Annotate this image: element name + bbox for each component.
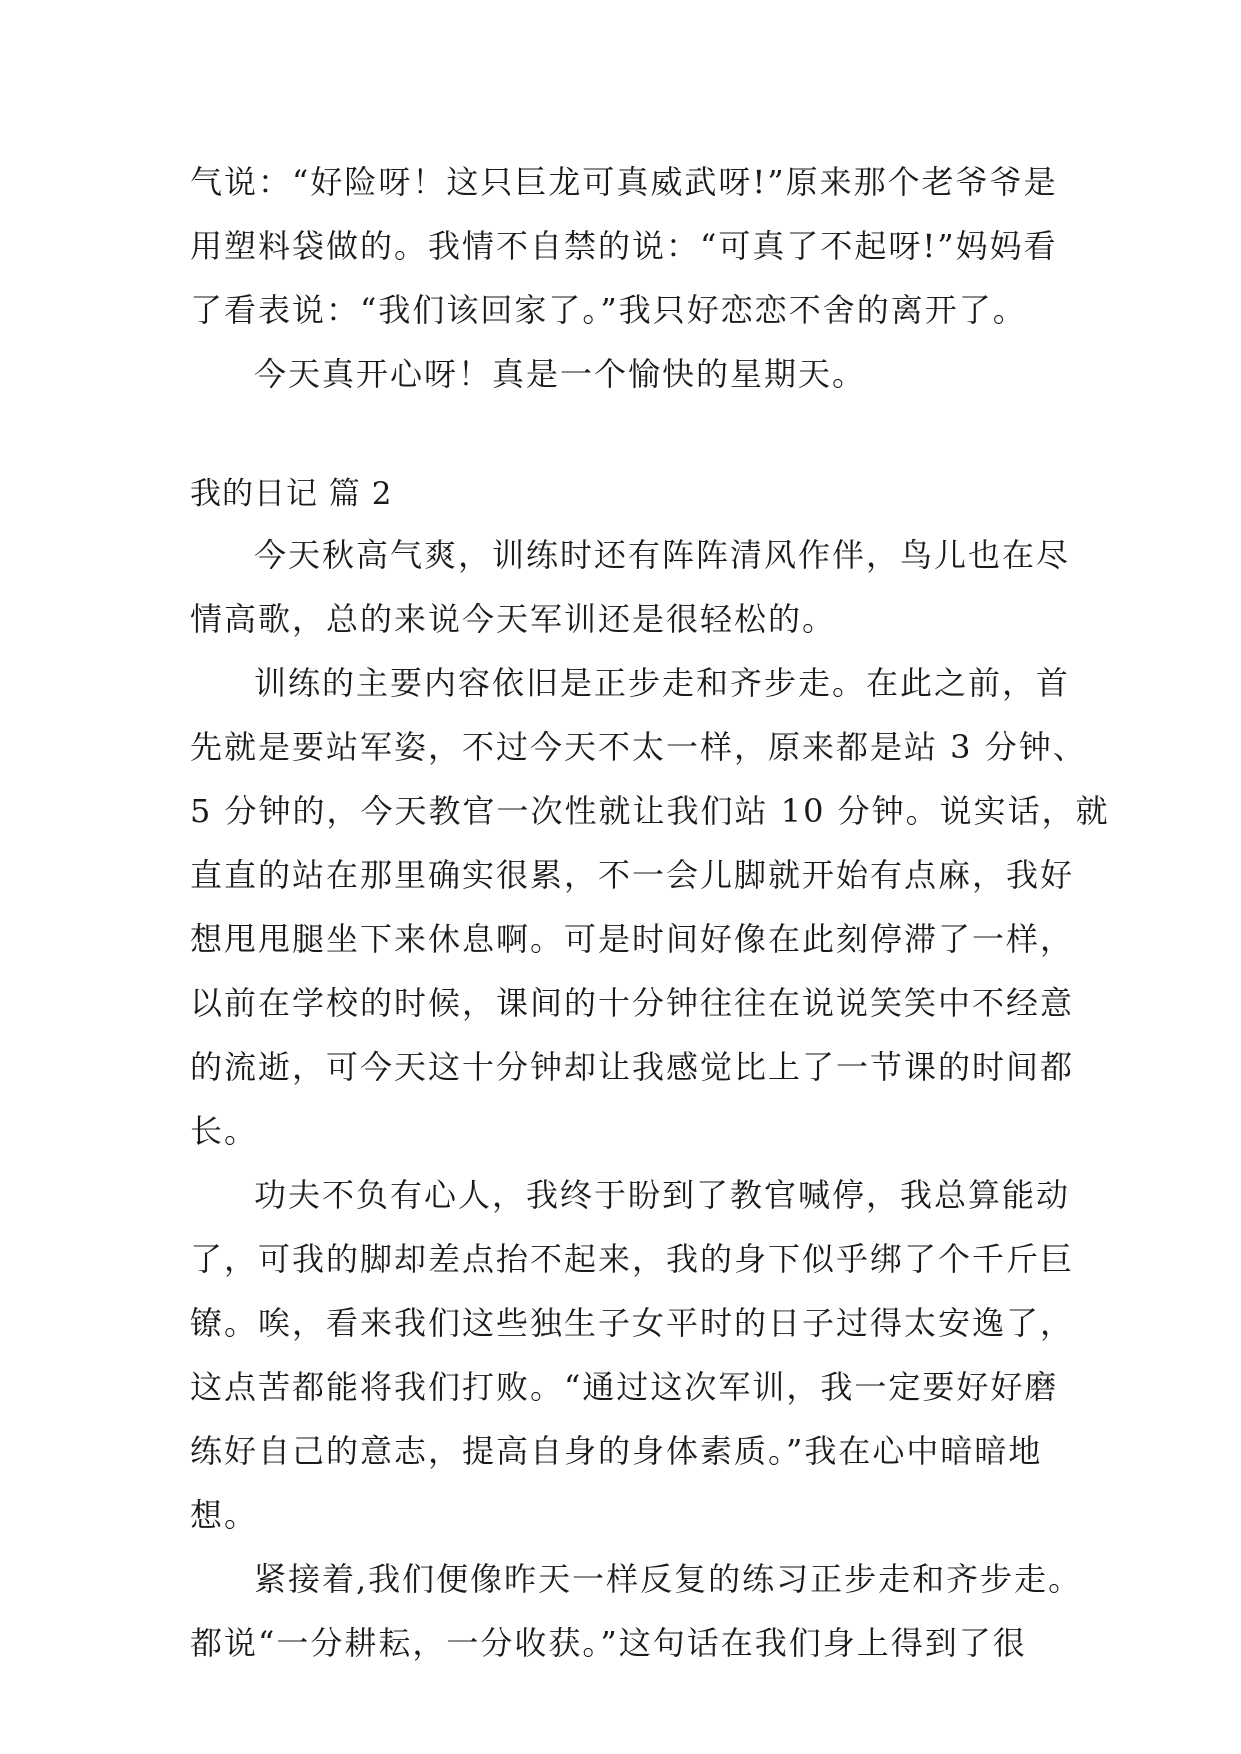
text-line: 长。 xyxy=(190,1112,259,1150)
section-title: 我的日记 篇 2 xyxy=(190,476,393,512)
text-line: 想。 xyxy=(190,1496,259,1534)
text-line: 的流逝，可今天这十分钟却让我感觉比上了一节课的时间都 xyxy=(190,1048,1075,1086)
text-line: 用塑料袋做的。我情不自禁的说：“可真了不起呀!”妈妈看 xyxy=(190,227,1058,265)
text-line: 先就是要站军姿，不过今天不太一样，原来都是站 3 分钟、 xyxy=(190,728,1087,766)
text-line: 了，可我的脚却差点抬不起来，我的身下似乎绑了个千斤巨 xyxy=(190,1240,1075,1278)
text-line: 情高歌，总的来说今天军训还是很轻松的。 xyxy=(190,600,837,638)
text-line: 镣。唉，看来我们这些独生子女平时的日子过得太安逸了， xyxy=(190,1304,1075,1342)
text-line: 以前在学校的时候，课间的十分钟往往在说说笑笑中不经意 xyxy=(190,984,1075,1022)
text-line: 气说：“好险呀！这只巨龙可真威武呀!”原来那个老爷爷是 xyxy=(190,163,1058,201)
text-line: 5 分钟的，今天教官一次性就让我们站 10 分钟。说实话，就 xyxy=(190,792,1110,830)
text-line: 想甩甩腿坐下来休息啊。可是时间好像在此刻停滞了一样， xyxy=(190,920,1075,958)
text-line: 功夫不负有心人，我终于盼到了教官喊停，我总算能动 xyxy=(254,1176,1071,1214)
text-line: 直直的站在那里确实很累，不一会儿脚就开始有点麻，我好 xyxy=(190,856,1075,894)
text-line: 练好自己的意志，提高自身的身体素质。”我在心中暗暗地 xyxy=(190,1432,1043,1470)
text-line: 今天秋高气爽，训练时还有阵阵清风作伴，鸟儿也在尽 xyxy=(254,536,1071,574)
text-line: 紧接着,我们便像昨天一样反复的练习正步走和齐步走。 xyxy=(254,1560,1083,1598)
text-line: 今天真开心呀！真是一个愉快的星期天。 xyxy=(254,355,867,393)
text-line: 了看表说：“我们该回家了。”我只好恋恋不舍的离开了。 xyxy=(190,291,1027,329)
text-line: 训练的主要内容依旧是正步走和齐步走。在此之前，首 xyxy=(254,664,1071,702)
text-line: 这点苦都能将我们打败。“通过这次军训，我一定要好好磨 xyxy=(190,1368,1059,1406)
text-line: 都说“一分耕耘，一分收获。”这句话在我们身上得到了很 xyxy=(190,1624,1027,1662)
